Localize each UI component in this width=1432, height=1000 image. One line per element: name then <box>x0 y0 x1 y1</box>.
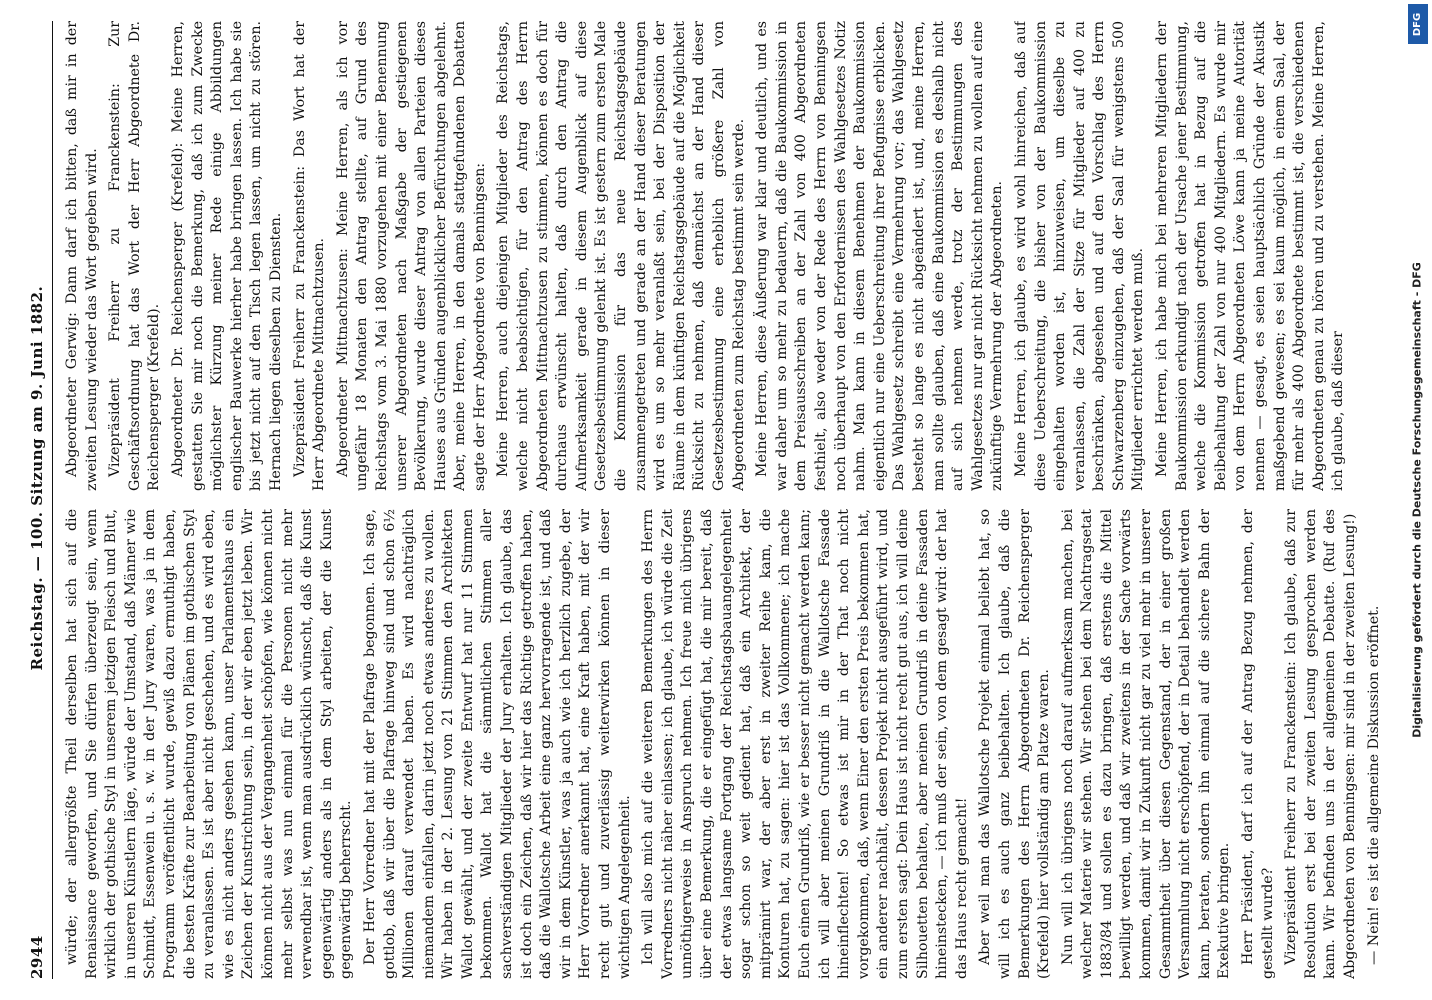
paragraph: Vizepräsident Freiherr zu Franckenstein: Das Wort hat der Herr Abgeordnete Mittnachtzusen. <box>291 21 328 491</box>
paragraph: Der Herr Vorredner hat mit der Plafrage begonnen. Ich sage, gottlob, daß wir über die Plafrage hinweg sind und schon 6½ Millionen darauf verwendet haben. Es wird nachträglich niemandem einfallen, darin jetzt noch etwas anderes zu wollen. Wir haben in der 2. Lesung von 21 Stimmen den Architekten Wallot gewählt, und der zweite Entwurf hat nur 11 Stimmen bekommen. Wallot hat die sämmtlichen Stimmen aller sachverständigen Mitglieder der Jury erhalten. Ich glaube, das ist doch ein Zeichen, daß wir hier das Richtige getroffen haben, daß die Wallotsche Arbeit eine ganz hervorragende ist, und daß wir in dem Künstler, was ja auch wie ich herzlich zugebe, der Herr Vorredner anerkannt hat, eine Kraft haben, mit der wir recht gut und zuverlässig weiterwirken können in dieser wichtigen Angelegenheit. <box>361 509 633 979</box>
text-columns <box>63 21 1403 979</box>
page-header <box>28 21 53 979</box>
paragraph: Meine Herren, auch diejenigen Mitglieder des Reichstags, welche nicht beabsichtigen, für den Antrag des Herrn Abgeordneten Mittnachtzusen zu stimmen, können es doch für durchaus erwünscht halten, daß durch den Antrag die Aufmerksamkeit gerade in diesem Augenblick auf diese Gesetzesbestimmung gelenkt ist. Es ist gestern zum ersten Male die Kommission für das neue Reichstagsgebäude zusammengetreten und gerade an der Hand dieser Beratungen wird es um so mehr veranlaßt sein, bei der Disposition der Räume in dem künftigen Reichstagsgebäude auf die Möglichkeit Rücksicht zu nehmen, daß demnächst an der Hand dieser Gesetzesbestimmung eine erheblich größere Zahl von Abgeordneten zum Reichstag bestimmt sein werde. <box>495 21 747 491</box>
paragraph: Abgeordneter Mittnachtzusen: Meine Herren, als ich vor ungefähr 18 Monaten den Antrag stellte, auf Grund des Reichstags vom 3. Mai 1880 vorzugehen mit einer Benennung unserer Abgeordneten nach Maßgabe der gestiegenen Bevölkerung, wurde dieser Antrag von allen Parteien dieses Hauses aus Gründen augenblicklicher Befürchtungen abgelehnt. Aber, meine Herren, in den damals stattgefundenen Debatten sagte der Herr Abgeordnete von Benningsen: <box>334 21 488 491</box>
dfg-logo: DFG <box>1408 4 1428 44</box>
paragraph: Meine Herren, ich habe mich bei mehreren Mitgliedern der Baukommission erkundigt nach der Ursache jener Bestimmung, welche die Kommission getroffen hat in Bezug auf die Beibehaltung der Zahl von nur 400 Mitgliedern. Es wurde mir von dem Herrn Abgeordneten Löwe kann ja meine Autorität nennen — gesagt, es seien hauptsächlich Gründe der Akustik maßgebend gewesen; es sei kaum möglich, in einem Saal, der für mehr als 400 Abgeordnete bestimmt ist, die verschiedenen Abgeordneten genau zu hören und zu verstehen. Meine Herren, ich glaube, daß dieser <box>1154 21 1347 491</box>
page-number: 2944 <box>28 935 46 979</box>
paragraph: würde; der allergrößte Theil derselben hat sich auf die Renaissance geworfen, und Sie dürfen überzeugt sein, wenn wirklich der gothische Styl in unserem jetzigen Fleisch und Blut, in unseren Künstlern läge, würde der Umstand, daß Männer wie Schmidt, Essenwein u. s. w. in der Jury waren, was ja in dem Programm veröffentlicht wurde, gewiß dazu ermuthigt haben, die besten Kräfte zur Bearbeitung von Plänen im gothischen Styl zu veranlassen. Es ist aber nicht geschehen, und es wird eben, wie es nicht anders gesehen kann, unser Parlamentshaus ein Zeichen der Kunstrichtung sein, in der wir eben jetzt leben. Wir können nicht aus der Vergangenheit schöpfen, wie können nicht mehr selbst was nun einmal für die Personen nicht mehr verwendbar ist, wenn man ausdrücklich wünscht, daß die Kunst gegenwärtig anders als in dem Styl arbeiten, der die Kunst gegenwärtig beherrscht. <box>64 509 355 979</box>
digitization-credit-strip <box>1406 0 1428 1000</box>
paragraph: — Nein! es ist die allgemeine Diskussion eröffnet. <box>1365 605 1382 965</box>
paragraph: Abgeordneter Dr. Reichensperger (Krefeld): Meine Herren, gestatten Sie mir noch die Bemerkung, daß ich zum Zwecke möglichster Kürzung meiner Rede einige Abbildungen englischer Bauwerke hierher habe bringen lassen. Ich habe sie bis jetzt nicht auf den Tisch legen lassen, um nicht zu stören. Hernach liegen dieselben zu Diensten. <box>169 21 284 491</box>
right-column <box>63 21 1403 491</box>
paragraph: Abgeordneter Gerwig: Dann darf ich bitten, daß mir in der zweiten Lesung wieder das Wort gegeben wird. <box>64 21 100 491</box>
paragraph: Aber weil man das Wallotsche Projekt einmal beliebt hat, so will ich es auch ganz beibehalten. Ich glaube, daß die Bemerkungen des Herrn Abgeordneten Dr. Reichensperger (Krefeld) hier vollständig am Platze waren. <box>977 509 1053 979</box>
paragraph: Vizepräsident Freiherr zu Franckenstein: Zur Geschäftsordnung hat das Wort der Herr Abgeordnete Dr. Reichensperger (Krefeld). <box>107 21 163 491</box>
paragraph: Ich will also mich auf die weiteren Bemerkungen des Herrn Vorredners nicht näher einlassen; ich glaube, ich würde die Zeit unnöthigerweise in Anspruch nehmen. Ich freue mich übrigens über eine Bemerkung, die er eingefügt hat, die mir bereit, daß der etwas langsame Fortgang der Reichstagsbauangelegenheit sogar schon so weit gedient hat, daß ein Architekt, der mitprämirt war, der aber erst in zweiter Reihe kam, die Konturen hat, zu sagen: hier ist das Vollkommene; ich mache Euch einen Grundriß, wie er besser nicht gemacht werden kann; ich will aber meinen Grundriß in die Wallotsche Fassade hineinflechten! So etwas ist mir in der That noch nicht vorgekommen, daß, wenn Einer den ersten Preis bekommen hat, ein anderer nachhält, dessen Projekt nicht ausgeführt wird, und zum ersten sagt: Dein Haus ist nicht recht gut aus, ich will deine Silhouetten behalten, aber meinen Grundriß in deine Fassaden hineinstecken, — ich muß der sein, von dem gesagt wird: der hat das Haus recht gemacht! <box>640 509 970 979</box>
left-column <box>63 509 1403 979</box>
paragraph: Herr Präsident, darf ich auf der Antrag Bezug nehmen, der gestellt wurde? <box>1240 509 1276 979</box>
newspaper-page <box>10 7 1422 993</box>
digitization-credit: Digitalisierung gefördert durch die Deutsche Forschungsgemeinschaft - DFG <box>1410 262 1424 738</box>
paragraph: Nun will ich übrigens noch darauf aufmerksam machen, bei welcher Materie wir stehen. Wir stehen bei dem Nachtragsetat 1883/84 und sollen es dazu bringen, daß erstens die Mittel bewilligt werden, und daß wir zweitens in der Sache vorwärts kommen, damit wir in Zukunft nicht gar zu viel mehr in unserer Gesammtheit über diesen Gegenstand, der in einer großen Versammlung nicht erschöpfend, der in Detail behandelt werden kann, beraten, sondern ihn einmal auf die sichere Bahn der Exekutive bringen. <box>1059 509 1233 979</box>
paragraph: Meine Herren, diese Äußerung war klar und deutlich, und es war daher um so mehr zu bedauern, daß die Baukommission in dem Preisausschreiben an der Zahl von 400 Abgeordneten festhielt, also weder von der Rede des Herrn von Benningsen noch überhaupt von den Erfordernissen des Wahlgesetzes Notiz nahm. Man kann in diesem Benehmen der Baukommission eigentlich nur eine Ueberschreitung ihrer Befugnisse erblicken. Das Wahlgesetz schreibt eine Vermehrung vor; das Wahlgesetz besteht so lange es nicht abgeändert ist, und, meine Herren, man sollte glauben, daß eine Baukommission es deshalb nicht auf sich nehmen werde, trotz der Bestimmungen des Wahlgesetzes nur gar nicht Rücksicht nehmen zu wollen auf eine zukünftige Vermehrung der Abgeordneten. <box>754 21 1006 491</box>
page-title: Reichstag. — 100. Sitzung am 9. Juni 1882. <box>28 285 46 671</box>
paragraph: Vizepräsident Freiherr zu Franckenstein: Ich glaube, daß zur Resolution erst bei der zweiten Lesung gesprochen werden kann. Wir befinden uns in der allgemeinen Debatte. (Ruf des Abgeordneten von Benningsen: mir sind in der zweiten Lesung!) <box>1283 509 1358 979</box>
paragraph: Meine Herren, ich glaube, es wird wohl hinreichen, daß auf diese Ueberschreitung, die bisher von der Baukommission eingehalten worden ist, hinzuweisen, um dieselbe zu veranlassen, die Zahl der Sitze für Mitglieder auf 400 zu beschränken, abgesehen und auf den Vorschlag des Herrn Schwarzenberg einzugehen, daß der Saal für wenigstens 500 Mitglieder errichtet werden muß. <box>1012 21 1147 491</box>
